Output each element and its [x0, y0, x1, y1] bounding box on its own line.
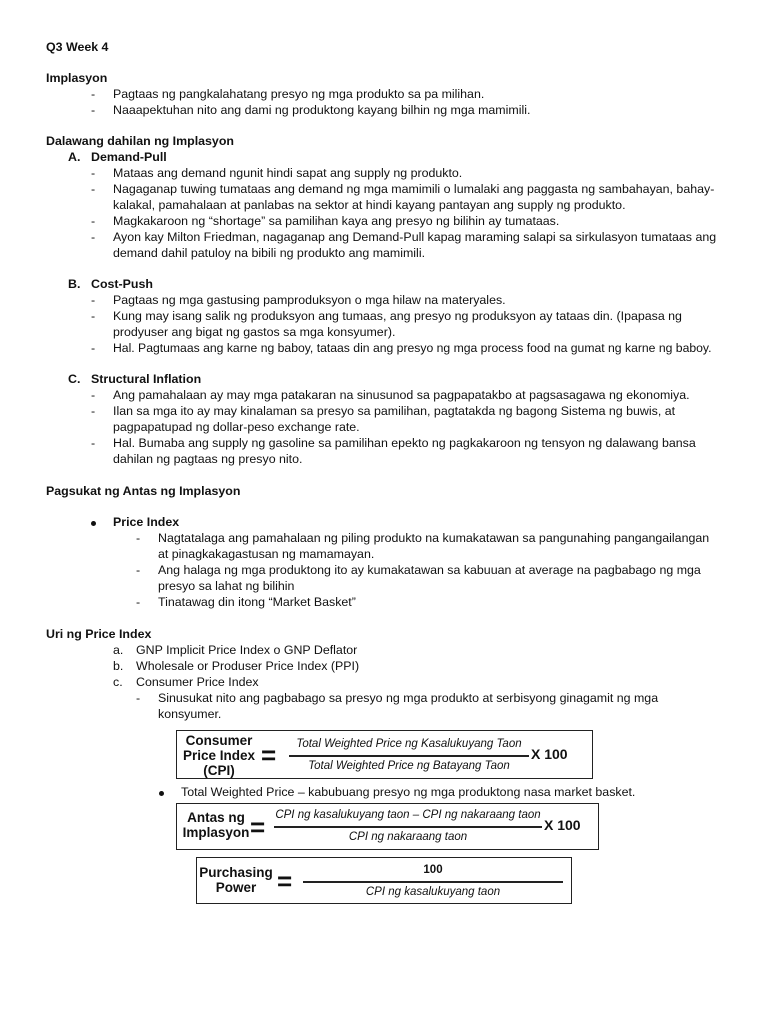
fraction-bar	[289, 755, 529, 757]
bullet-icon	[159, 791, 164, 796]
list-marker: B.	[68, 277, 81, 291]
cpi-formula-label	[179, 733, 259, 778]
list-item: Ayon kay Milton Friedman, nagaganap ang Demand-Pull kapag maraming salapi sa sirkulasyon tumataas ang	[113, 230, 717, 244]
formula-label-line: (CPI)	[203, 763, 235, 778]
list-item-continuation: dahilan ng pagtaas ng presyo nito.	[113, 452, 303, 466]
list-item: Nagtatalaga ang pamahalaan ng piling produkto na kumakatawan sa pangunahing pangangailangan	[158, 531, 710, 545]
formula-label-line: Purchasing	[199, 865, 273, 880]
dash-marker: -	[136, 563, 141, 577]
list-item: Nagaganap tuwing tumataas ang demand ng mga mamimili o lumalaki ang paggasta ng sambahayan, bahay-	[113, 182, 715, 196]
list-item: Pagtaas ng mga gastusing pamproduksyon o mga hilaw na materyales.	[113, 293, 506, 307]
list-item-continuation: at pinagkakagastusan ng mamamayan.	[158, 547, 375, 561]
formula-label-line: Power	[215, 880, 257, 895]
list-item-continuation: konsyumer.	[158, 707, 222, 721]
list-item: Ang pamahalaan ay may mga patakaran na sinusunod sa pagpapatakbo at pagsasagawa ng ekonomiya.	[113, 388, 690, 402]
formula-multiplier: X 100	[531, 746, 568, 762]
list-item: Mataas ang demand ngunit hindi sapat ang supply ng produkto.	[113, 166, 463, 180]
subheading-cost-push: Cost-Push	[91, 277, 153, 291]
purchasing-power-formula-label	[199, 865, 273, 895]
list-item: GNP Implicit Price Index o GNP Deflator	[136, 643, 358, 657]
formula-label-line: Consumer	[185, 733, 253, 748]
formula-note: Total Weighted Price – kabubuang presyo ng mga produktong nasa market basket.	[181, 785, 636, 799]
dash-marker: -	[91, 293, 96, 307]
antas-formula-label	[179, 810, 253, 840]
formula-denominator: CPI ng kasalukuyang taon	[365, 886, 501, 898]
dash-marker: -	[91, 214, 96, 228]
dash-marker: -	[136, 595, 141, 609]
subheading-structural-inflation: Structural Inflation	[91, 372, 202, 386]
list-item-continuation: demand dahil patuloy na bibili ng produkto ang mamimili.	[113, 246, 426, 260]
equals-sign: =	[261, 740, 277, 770]
cpi-formula-box	[176, 730, 593, 779]
list-item: Hal. Bumaba ang supply ng gasoline sa pamilihan epekto ng pagkakaroon ng tensyon ng dalawang bansa	[113, 436, 696, 450]
subheading-demand-pull: Demand-Pull	[91, 150, 167, 164]
section-heading-uri: Uri ng Price Index	[46, 627, 152, 641]
list-item-continuation: kalakal, pamahalaan at panlabas na sektor at hindi kayang pantayan ang supply ng produkto.	[113, 198, 626, 212]
formula-multiplier: X 100	[544, 817, 581, 833]
list-item-continuation: presyo sa lahat ng bilihin	[158, 579, 295, 593]
list-item: Magkakaroon ng “shortage” sa pamilihan kaya ang presyo ng bilihin ay tumataas.	[113, 214, 560, 228]
formula-numerator: CPI ng kasalukuyang taon – CPI ng nakaraang taon	[275, 809, 541, 821]
formula-denominator: CPI ng nakaraang taon	[348, 831, 468, 843]
list-item-continuation: prodyuser ang bigat ng gastos sa mga konsyumer).	[113, 325, 396, 339]
equals-sign: =	[250, 812, 266, 842]
dash-marker: -	[91, 166, 96, 180]
fraction-bar	[274, 826, 542, 828]
formula-label-line: Implasyon	[182, 825, 250, 840]
list-item: Naaapektuhan nito ang dami ng produktong kayang bilhin ng mga mamimili.	[113, 103, 531, 117]
list-item: Kung may isang salik ng produksyon ang tumaas, ang presyo ng produksyon ay tataas din. (Ipapasa ng	[113, 309, 682, 323]
antas-formula-box	[176, 803, 599, 850]
page-title: Q3 Week 4	[46, 40, 109, 54]
list-item: Ilan sa mga ito ay may kinalaman sa presyo sa pamilihan, pagtatakda ng bagong Sistema ng buwis, at	[113, 404, 676, 418]
purchasing-power-formula-box	[196, 857, 572, 904]
dash-marker: -	[136, 691, 141, 705]
dash-marker: -	[91, 404, 96, 418]
dash-marker: -	[91, 341, 96, 355]
dash-marker: -	[136, 531, 141, 545]
bullet-icon	[91, 521, 96, 526]
list-item: Consumer Price Index	[136, 675, 259, 689]
list-item: Ang halaga ng mga produktong ito ay kumakatawan sa kabuuan at average na pagbabago ng mga	[158, 563, 701, 577]
list-marker: A.	[68, 150, 81, 164]
equals-sign: =	[277, 866, 293, 896]
dash-marker: -	[91, 103, 96, 117]
dash-marker: -	[91, 309, 96, 323]
dash-marker: -	[91, 182, 96, 196]
list-item-continuation: pagpapatupad ng dollar-peso exchange rate.	[113, 420, 360, 434]
formula-numerator: Total Weighted Price ng Kasalukuyang Taon	[296, 738, 522, 750]
dash-marker: -	[91, 230, 96, 244]
list-item: Wholesale or Produser Price Index (PPI)	[136, 659, 360, 673]
list-marker: b.	[113, 659, 124, 673]
section-heading-dahilan: Dalawang dahilan ng Implasyon	[46, 134, 234, 148]
dash-marker: -	[91, 436, 96, 450]
section-heading-implasyon: Implasyon	[46, 71, 108, 85]
dash-marker: -	[91, 87, 96, 101]
dash-marker: -	[91, 388, 96, 402]
formula-numerator: 100	[423, 864, 443, 876]
list-marker: a.	[113, 643, 124, 657]
formula-label-line: Price Index	[182, 748, 256, 763]
formula-label-line: Antas ng	[187, 810, 245, 825]
list-item: Sinusukat nito ang pagbabago sa presyo ng mga produkto at serbisyong ginagamit ng mga	[158, 691, 659, 705]
list-marker: c.	[113, 675, 123, 689]
fraction-bar	[303, 881, 563, 883]
list-item: Tinatawag din itong “Market Basket”	[158, 595, 356, 609]
list-item: Hal. Pagtumaas ang karne ng baboy, tataas din ang presyo ng mga process food na gumat ng karne ng baboy.	[113, 341, 712, 355]
list-item: Pagtaas ng pangkalahatang presyo ng mga produkto sa pa milihan.	[113, 87, 485, 101]
section-heading-pagsukat: Pagsukat ng Antas ng Implasyon	[46, 484, 241, 498]
subheading-price-index: Price Index	[113, 515, 180, 529]
formula-denominator: Total Weighted Price ng Batayang Taon	[308, 760, 510, 772]
list-marker: C.	[68, 372, 81, 386]
